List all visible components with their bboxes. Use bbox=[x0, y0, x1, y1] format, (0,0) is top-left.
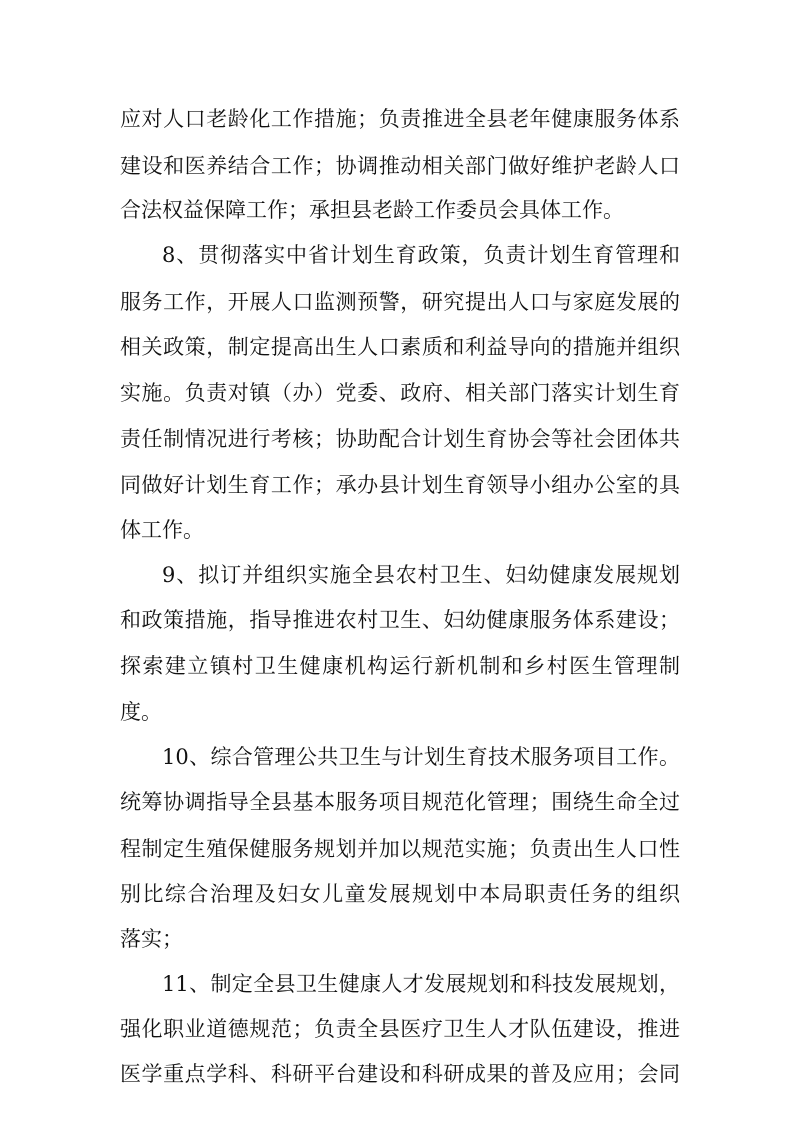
text-line: 和政策措施，指导推进农村卫生、妇幼健康服务体系建设； bbox=[120, 608, 680, 632]
paragraph-11-start: 11、制定全县卫生健康人才发展规划和科技发展规划， bbox=[162, 972, 680, 996]
text-line: 相关政策，制定提高出生人口素质和利益导向的措施并组织 bbox=[120, 335, 680, 359]
text-line: 别比综合治理及妇女儿童发展规划中本局职责任务的组织 bbox=[120, 882, 680, 906]
text-line: 强化职业道德规范；负责全县医疗卫生人才队伍建设，推进 bbox=[120, 1017, 680, 1041]
text-line: 应对人口老龄化工作措施；负责推进全县老年健康服务体系 bbox=[120, 107, 680, 131]
text-line: 探索建立镇村卫生健康机构运行新机制和乡村医生管理制 bbox=[120, 654, 680, 678]
text-line: 落实； bbox=[120, 927, 183, 951]
text-line: 服务工作，开展人口监测预警，研究提出人口与家庭发展的 bbox=[120, 290, 680, 314]
text-line: 程制定生殖保健服务规划并加以规范实施；负责出生人口性 bbox=[120, 837, 680, 861]
paragraph-10-start: 10、综合管理公共卫生与计划生育技术服务项目工作。 bbox=[162, 745, 680, 769]
text-line: 责任制情况进行考核；协助配合计划生育协会等社会团体共 bbox=[120, 427, 680, 451]
text-line: 医学重点学科、科研平台建设和科研成果的普及应用；会同 bbox=[120, 1062, 680, 1086]
text-line: 建设和医养结合工作；协调推动相关部门做好维护老龄人口 bbox=[120, 154, 680, 178]
text-line: 同做好计划生育工作；承办县计划生育领导小组办公室的具 bbox=[120, 473, 680, 497]
text-line: 统筹协调指导全县基本服务项目规范化管理；围绕生命全过 bbox=[120, 790, 680, 814]
text-line: 体工作。 bbox=[120, 518, 204, 542]
text-line: 合法权益保障工作；承担县老龄工作委员会具体工作。 bbox=[120, 198, 624, 222]
text-line: 度。 bbox=[120, 700, 162, 724]
paragraph-9-start: 9、拟订并组织实施全县农村卫生、妇幼健康发展规划 bbox=[162, 563, 680, 587]
text-line: 实施。负责对镇（办）党委、政府、相关部门落实计划生育 bbox=[120, 381, 680, 405]
paragraph-8-start: 8、贯彻落实中省计划生育政策，负责计划生育管理和 bbox=[162, 243, 680, 267]
